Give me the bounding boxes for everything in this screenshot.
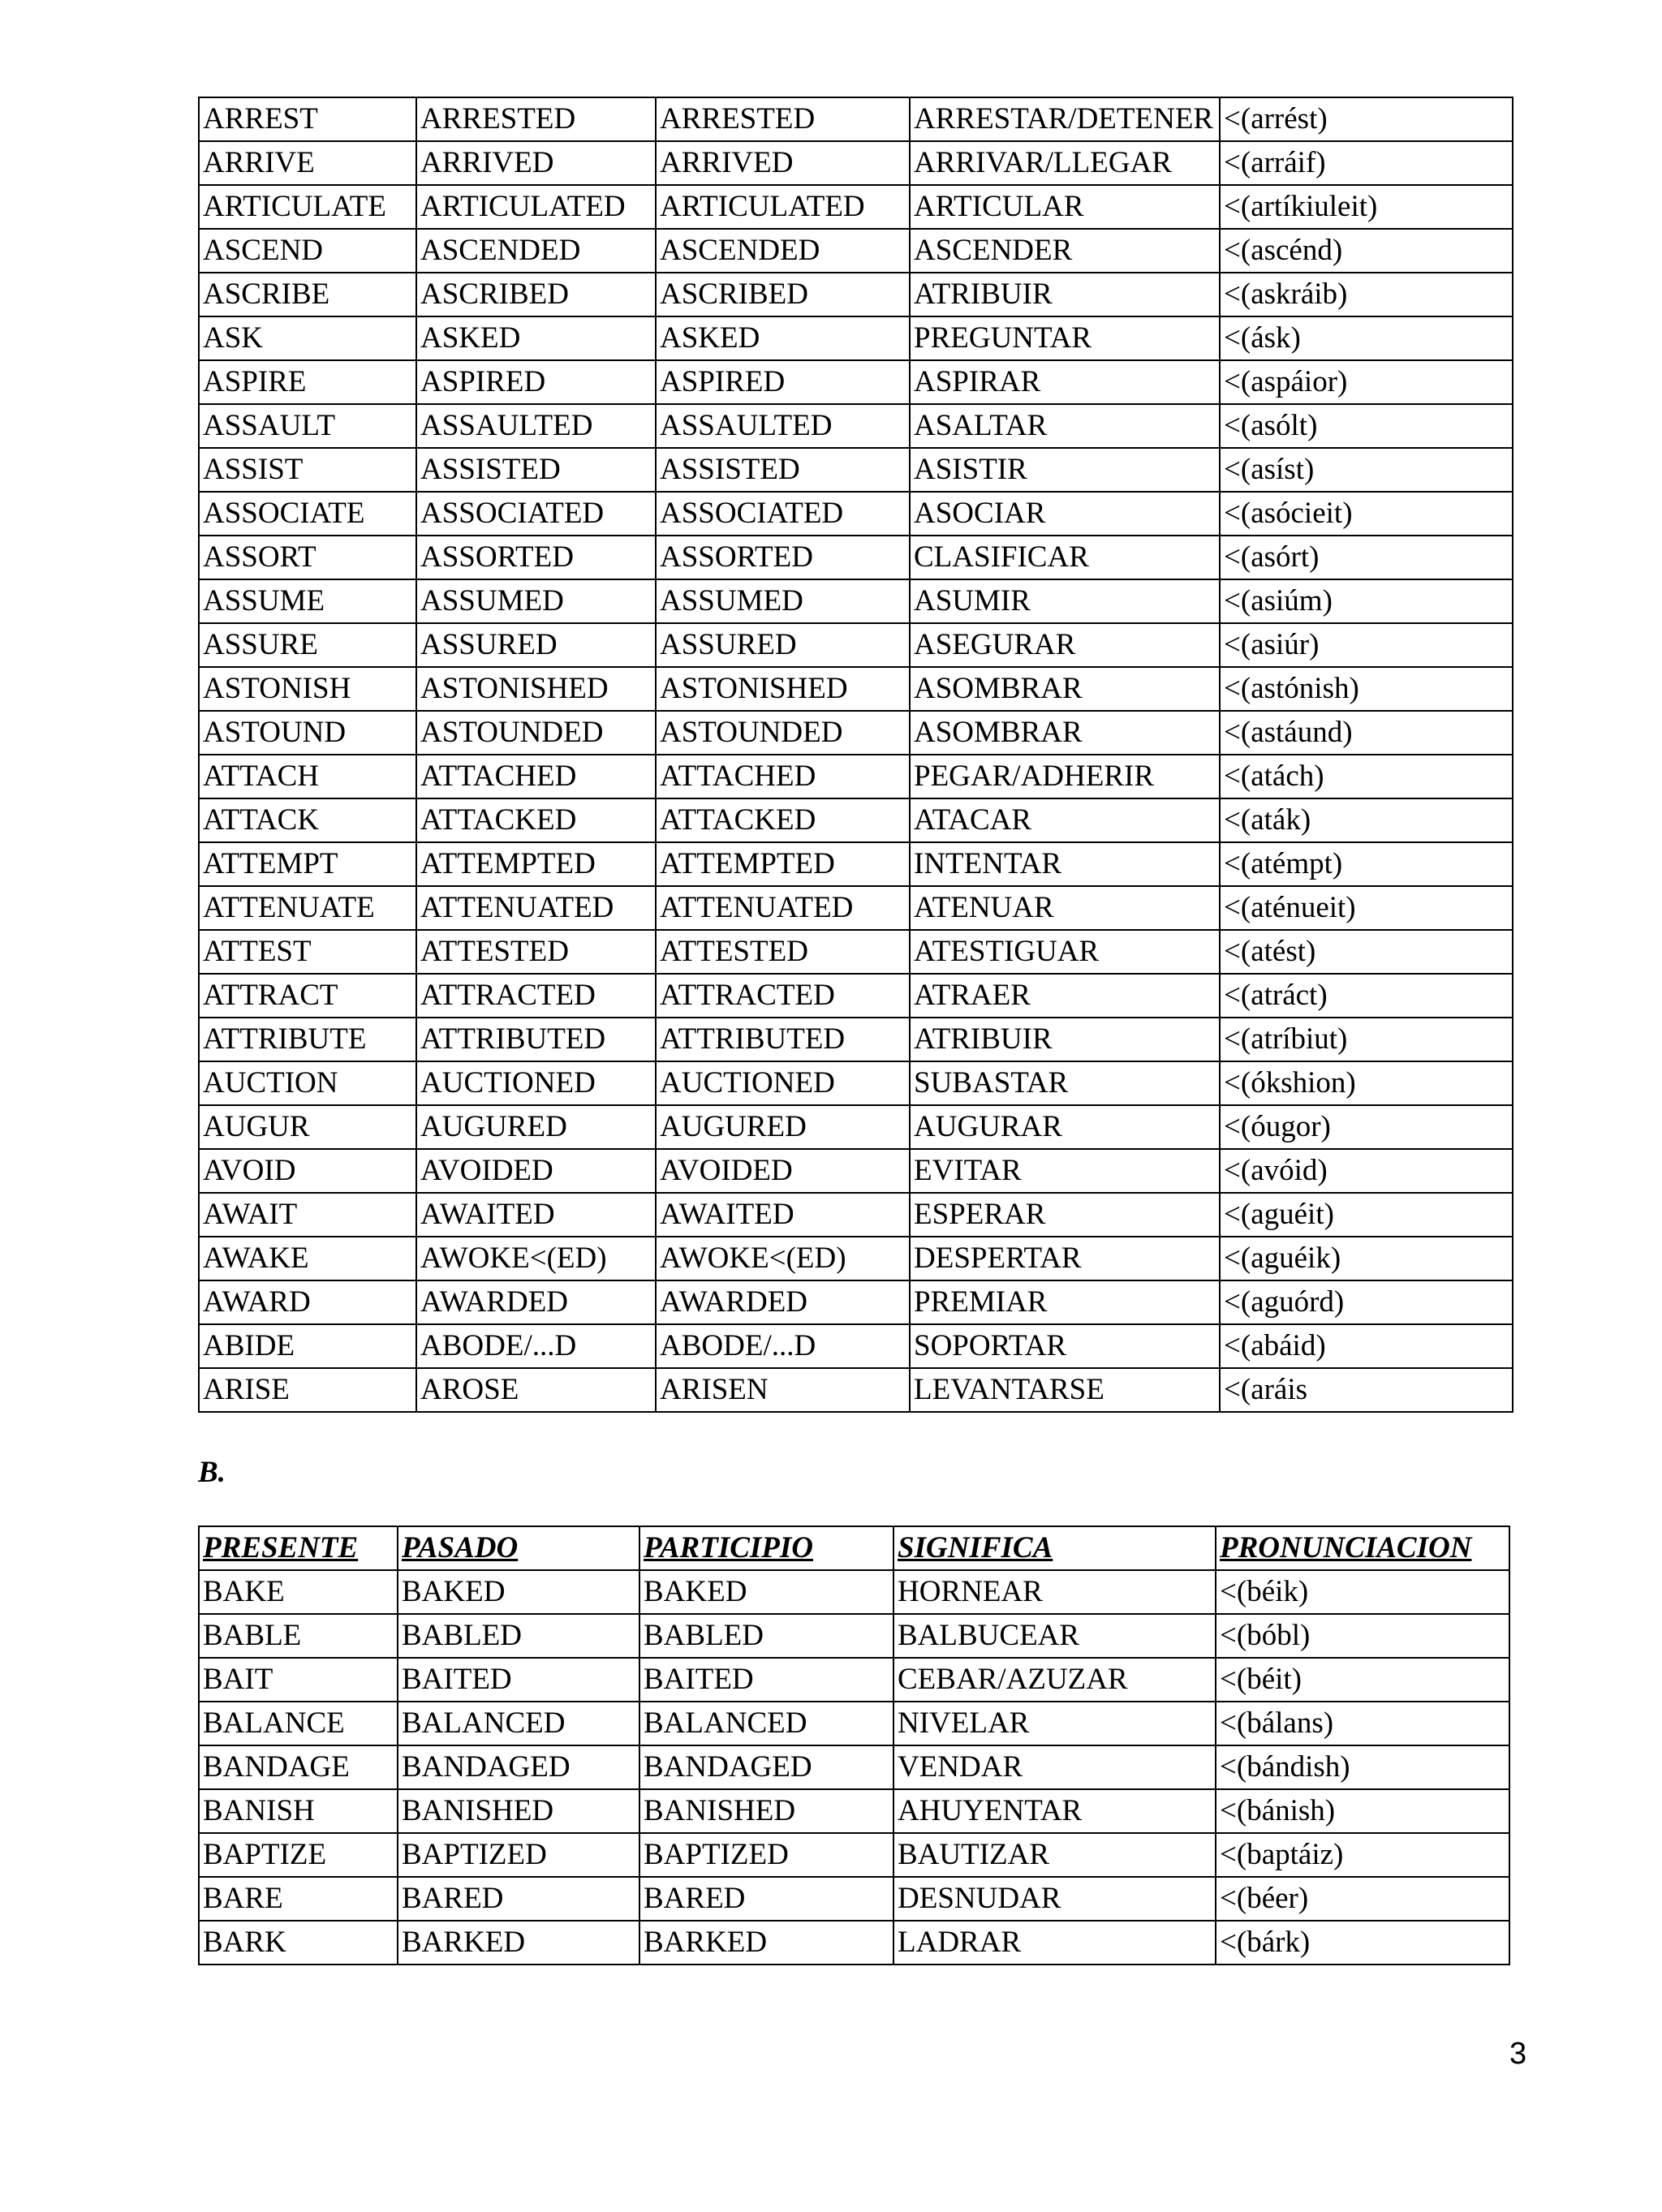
participle-cell: AVOIDED [656,1149,910,1193]
pronunciation-cell: <(bánish) [1216,1789,1509,1833]
pronunciation-cell: <(ókshion) [1220,1061,1513,1105]
meaning-cell: HORNEAR [893,1570,1216,1614]
table-row [199,536,1513,579]
past-cell: ATTRACTED [416,974,656,1018]
past-cell: BALANCED [398,1702,639,1745]
meaning-cell: PREMIAR [910,1280,1220,1324]
meaning-cell: ATENUAR [910,886,1220,930]
present-cell: BALANCE [199,1702,398,1745]
table-row [199,1833,1509,1877]
past-cell: ABODE/...D [416,1324,656,1368]
table-row [199,1061,1513,1105]
pronunciation-cell: <(béer) [1216,1877,1509,1921]
past-cell: BANDAGED [398,1745,639,1789]
pronunciation-cell: <(óugor) [1220,1105,1513,1149]
present-cell: ATTACK [199,798,416,842]
meaning-cell: ASEGURAR [910,623,1220,667]
meaning-cell: CLASIFICAR [910,536,1220,579]
meaning-cell: ESPERAR [910,1193,1220,1237]
pronunciation-cell: <(bándish) [1216,1745,1509,1789]
present-cell: ASSAULT [199,404,416,448]
table-row [199,141,1513,185]
header-presente: PRESENTE [199,1526,398,1570]
meaning-cell: LADRAR [893,1921,1216,1965]
table-row [199,1570,1509,1614]
past-cell: ATTESTED [416,930,656,974]
meaning-cell: ASUMIR [910,579,1220,623]
meaning-cell: SOPORTAR [910,1324,1220,1368]
pronunciation-cell: <(aténueit) [1220,886,1513,930]
present-cell: BAKE [199,1570,398,1614]
past-cell: ASTONISHED [416,667,656,711]
past-cell: ATTENUATED [416,886,656,930]
pronunciation-cell: <(béit) [1216,1658,1509,1702]
present-cell: AWAIT [199,1193,416,1237]
participle-cell: AWAITED [656,1193,910,1237]
past-cell: BABLED [398,1614,639,1658]
past-cell: ASSOCIATED [416,492,656,536]
table-row [199,360,1513,404]
page-number: 3 [1509,2037,1527,2071]
table-row [199,185,1513,229]
participle-cell: ATTESTED [656,930,910,974]
table-row [199,448,1513,492]
present-cell: ARRIVE [199,141,416,185]
meaning-cell: AUGURAR [910,1105,1220,1149]
pronunciation-cell: <(arrést) [1220,97,1513,141]
pronunciation-cell: <(atést) [1220,930,1513,974]
table-row [199,1614,1509,1658]
past-cell: ASSUMED [416,579,656,623]
participle-cell: AWOKE<(ED) [656,1237,910,1280]
present-cell: BABLE [199,1614,398,1658]
participle-cell: ASKED [656,316,910,360]
header-significa: SIGNIFICA [893,1526,1216,1570]
meaning-cell: ASOMBRAR [910,667,1220,711]
meaning-cell: AHUYENTAR [893,1789,1216,1833]
present-cell: ATTACH [199,755,416,798]
pronunciation-cell: <(astáund) [1220,711,1513,755]
pronunciation-cell: <(ascénd) [1220,229,1513,273]
present-cell: ASK [199,316,416,360]
present-cell: ASSUME [199,579,416,623]
participle-cell: BAITED [639,1658,893,1702]
present-cell: ASTONISH [199,667,416,711]
meaning-cell: ARTICULAR [910,185,1220,229]
participle-cell: ARRIVED [656,141,910,185]
past-cell: ASKED [416,316,656,360]
meaning-cell: BALBUCEAR [893,1614,1216,1658]
pronunciation-cell: <(aráis [1220,1368,1513,1412]
table-header-row [199,1526,1509,1570]
pronunciation-cell: <(atémpt) [1220,842,1513,886]
table-row [199,404,1513,448]
participle-cell: ASSORTED [656,536,910,579]
table-row [199,1702,1509,1745]
participle-cell: ASTOUNDED [656,711,910,755]
participle-cell: BANISHED [639,1789,893,1833]
participle-cell: BAPTIZED [639,1833,893,1877]
participle-cell: BABLED [639,1614,893,1658]
participle-cell: ATTRACTED [656,974,910,1018]
table-row [199,842,1513,886]
table-row [199,1658,1509,1702]
present-cell: ARISE [199,1368,416,1412]
present-cell: BAIT [199,1658,398,1702]
table-row [199,755,1513,798]
meaning-cell: ASOCIAR [910,492,1220,536]
participle-cell: AWARDED [656,1280,910,1324]
present-cell: AVOID [199,1149,416,1193]
meaning-cell: NIVELAR [893,1702,1216,1745]
table-row [199,1789,1509,1833]
pronunciation-cell: <(béik) [1216,1570,1509,1614]
present-cell: BANDAGE [199,1745,398,1789]
present-cell: ASSURE [199,623,416,667]
participle-cell: ASTONISHED [656,667,910,711]
meaning-cell: EVITAR [910,1149,1220,1193]
meaning-cell: DESNUDAR [893,1877,1216,1921]
pronunciation-cell: <(atách) [1220,755,1513,798]
past-cell: AWAITED [416,1193,656,1237]
pronunciation-cell: <(asócieit) [1220,492,1513,536]
past-cell: ASSORTED [416,536,656,579]
pronunciation-cell: <(bálans) [1216,1702,1509,1745]
present-cell: BAPTIZE [199,1833,398,1877]
pronunciation-cell: <(askráib) [1220,273,1513,316]
present-cell: AUGUR [199,1105,416,1149]
table-row [199,273,1513,316]
past-cell: BAITED [398,1658,639,1702]
pronunciation-cell: <(baptáiz) [1216,1833,1509,1877]
participle-cell: ATTACKED [656,798,910,842]
participle-cell: ARRESTED [656,97,910,141]
participle-cell: ARISEN [656,1368,910,1412]
past-cell: ASCRIBED [416,273,656,316]
table-row [199,316,1513,360]
pronunciation-cell: <(bárk) [1216,1921,1509,1965]
table-row [199,667,1513,711]
participle-cell: BANDAGED [639,1745,893,1789]
pronunciation-cell: <(asórt) [1220,536,1513,579]
verb-table-b [198,1526,1510,1965]
present-cell: ARREST [199,97,416,141]
participle-cell: BARKED [639,1921,893,1965]
meaning-cell: VENDAR [893,1745,1216,1789]
pronunciation-cell: <(ásk) [1220,316,1513,360]
participle-cell: BARED [639,1877,893,1921]
table-row [199,492,1513,536]
meaning-cell: ARRESTAR/DETENER [910,97,1220,141]
section-b-label: B. [198,1456,226,1489]
present-cell: BARK [199,1921,398,1965]
past-cell: ARRIVED [416,141,656,185]
past-cell: AWOKE<(ED) [416,1237,656,1280]
past-cell: ASSURED [416,623,656,667]
pronunciation-cell: <(aguéit) [1220,1193,1513,1237]
table-row [199,229,1513,273]
table-row [199,1280,1513,1324]
present-cell: ATTEST [199,930,416,974]
present-cell: ASSOCIATE [199,492,416,536]
past-cell: AWARDED [416,1280,656,1324]
past-cell: ATTEMPTED [416,842,656,886]
participle-cell: ATTENUATED [656,886,910,930]
meaning-cell: ASISTIR [910,448,1220,492]
meaning-cell: ASCENDER [910,229,1220,273]
meaning-cell: LEVANTARSE [910,1368,1220,1412]
table-row [199,1324,1513,1368]
table-row [199,711,1513,755]
pronunciation-cell: <(atráct) [1220,974,1513,1018]
past-cell: ASCENDED [416,229,656,273]
present-cell: ARTICULATE [199,185,416,229]
meaning-cell: PREGUNTAR [910,316,1220,360]
past-cell: AROSE [416,1368,656,1412]
header-participio: PARTICIPIO [639,1526,893,1570]
past-cell: ASTOUNDED [416,711,656,755]
pronunciation-cell: <(aguéik) [1220,1237,1513,1280]
meaning-cell: CEBAR/AZUZAR [893,1658,1216,1702]
meaning-cell: ASOMBRAR [910,711,1220,755]
table-row [199,1237,1513,1280]
present-cell: AUCTION [199,1061,416,1105]
pronunciation-cell: <(aták) [1220,798,1513,842]
participle-cell: ABODE/...D [656,1324,910,1368]
present-cell: ATTRACT [199,974,416,1018]
table-row [199,1105,1513,1149]
header-pasado: PASADO [398,1526,639,1570]
present-cell: BARE [199,1877,398,1921]
participle-cell: BALANCED [639,1702,893,1745]
pronunciation-cell: <(asólt) [1220,404,1513,448]
meaning-cell: PEGAR/ADHERIR [910,755,1220,798]
table-row [199,1877,1509,1921]
table-row [199,579,1513,623]
past-cell: ASSAULTED [416,404,656,448]
participle-cell: ASCENDED [656,229,910,273]
past-cell: ASSISTED [416,448,656,492]
pronunciation-cell: <(asiúr) [1220,623,1513,667]
pronunciation-cell: <(astónish) [1220,667,1513,711]
past-cell: ATTACHED [416,755,656,798]
meaning-cell: BAUTIZAR [893,1833,1216,1877]
meaning-cell: ATESTIGUAR [910,930,1220,974]
present-cell: ABIDE [199,1324,416,1368]
meaning-cell: ARRIVAR/LLEGAR [910,141,1220,185]
past-cell: BANISHED [398,1789,639,1833]
participle-cell: ATTRIBUTED [656,1018,910,1061]
table-row [199,623,1513,667]
participle-cell: ASSUMED [656,579,910,623]
pronunciation-cell: <(aspáior) [1220,360,1513,404]
participle-cell: ASSOCIATED [656,492,910,536]
meaning-cell: INTENTAR [910,842,1220,886]
participle-cell: ARTICULATED [656,185,910,229]
verb-table-b-body [199,1570,1509,1965]
past-cell: BAKED [398,1570,639,1614]
participle-cell: BAKED [639,1570,893,1614]
participle-cell: AUCTIONED [656,1061,910,1105]
present-cell: ATTENUATE [199,886,416,930]
header-pronunciacion: PRONUNCIACION [1216,1526,1509,1570]
table-row [199,97,1513,141]
present-cell: ASSORT [199,536,416,579]
meaning-cell: ASPIRAR [910,360,1220,404]
pronunciation-cell: <(aguórd) [1220,1280,1513,1324]
pronunciation-cell: <(bóbl) [1216,1614,1509,1658]
meaning-cell: ASALTAR [910,404,1220,448]
table-row [199,1193,1513,1237]
meaning-cell: ATRIBUIR [910,273,1220,316]
table-row [199,1921,1509,1965]
present-cell: BANISH [199,1789,398,1833]
participle-cell: ATTACHED [656,755,910,798]
past-cell: BAPTIZED [398,1833,639,1877]
table-row [199,886,1513,930]
past-cell: ARRESTED [416,97,656,141]
verb-table-a [198,97,1513,1413]
table-row [199,798,1513,842]
participle-cell: ASPIRED [656,360,910,404]
participle-cell: ATTEMPTED [656,842,910,886]
meaning-cell: SUBASTAR [910,1061,1220,1105]
meaning-cell: ATACAR [910,798,1220,842]
table-row [199,1745,1509,1789]
participle-cell: ASSAULTED [656,404,910,448]
table-row [199,1018,1513,1061]
table-row [199,1368,1513,1412]
participle-cell: ASSISTED [656,448,910,492]
past-cell: BARKED [398,1921,639,1965]
participle-cell: ASCRIBED [656,273,910,316]
pronunciation-cell: <(arráif) [1220,141,1513,185]
present-cell: ASCRIBE [199,273,416,316]
past-cell: AVOIDED [416,1149,656,1193]
present-cell: AWAKE [199,1237,416,1280]
participle-cell: ASSURED [656,623,910,667]
present-cell: AWARD [199,1280,416,1324]
pronunciation-cell: <(artíkiuleit) [1220,185,1513,229]
table-row [199,930,1513,974]
verb-table-a-body [199,97,1513,1412]
past-cell: ATTRIBUTED [416,1018,656,1061]
participle-cell: AUGURED [656,1105,910,1149]
present-cell: ASSIST [199,448,416,492]
present-cell: ASCEND [199,229,416,273]
past-cell: AUCTIONED [416,1061,656,1105]
pronunciation-cell: <(avóid) [1220,1149,1513,1193]
pronunciation-cell: <(abáid) [1220,1324,1513,1368]
meaning-cell: ATRAER [910,974,1220,1018]
meaning-cell: ATRIBUIR [910,1018,1220,1061]
pronunciation-cell: <(asiúm) [1220,579,1513,623]
present-cell: ATTEMPT [199,842,416,886]
past-cell: ARTICULATED [416,185,656,229]
table-row [199,974,1513,1018]
past-cell: ASPIRED [416,360,656,404]
past-cell: BARED [398,1877,639,1921]
past-cell: ATTACKED [416,798,656,842]
present-cell: ASTOUND [199,711,416,755]
pronunciation-cell: <(asíst) [1220,448,1513,492]
present-cell: ATTRIBUTE [199,1018,416,1061]
meaning-cell: DESPERTAR [910,1237,1220,1280]
pronunciation-cell: <(atríbiut) [1220,1018,1513,1061]
present-cell: ASPIRE [199,360,416,404]
past-cell: AUGURED [416,1105,656,1149]
table-row [199,1149,1513,1193]
